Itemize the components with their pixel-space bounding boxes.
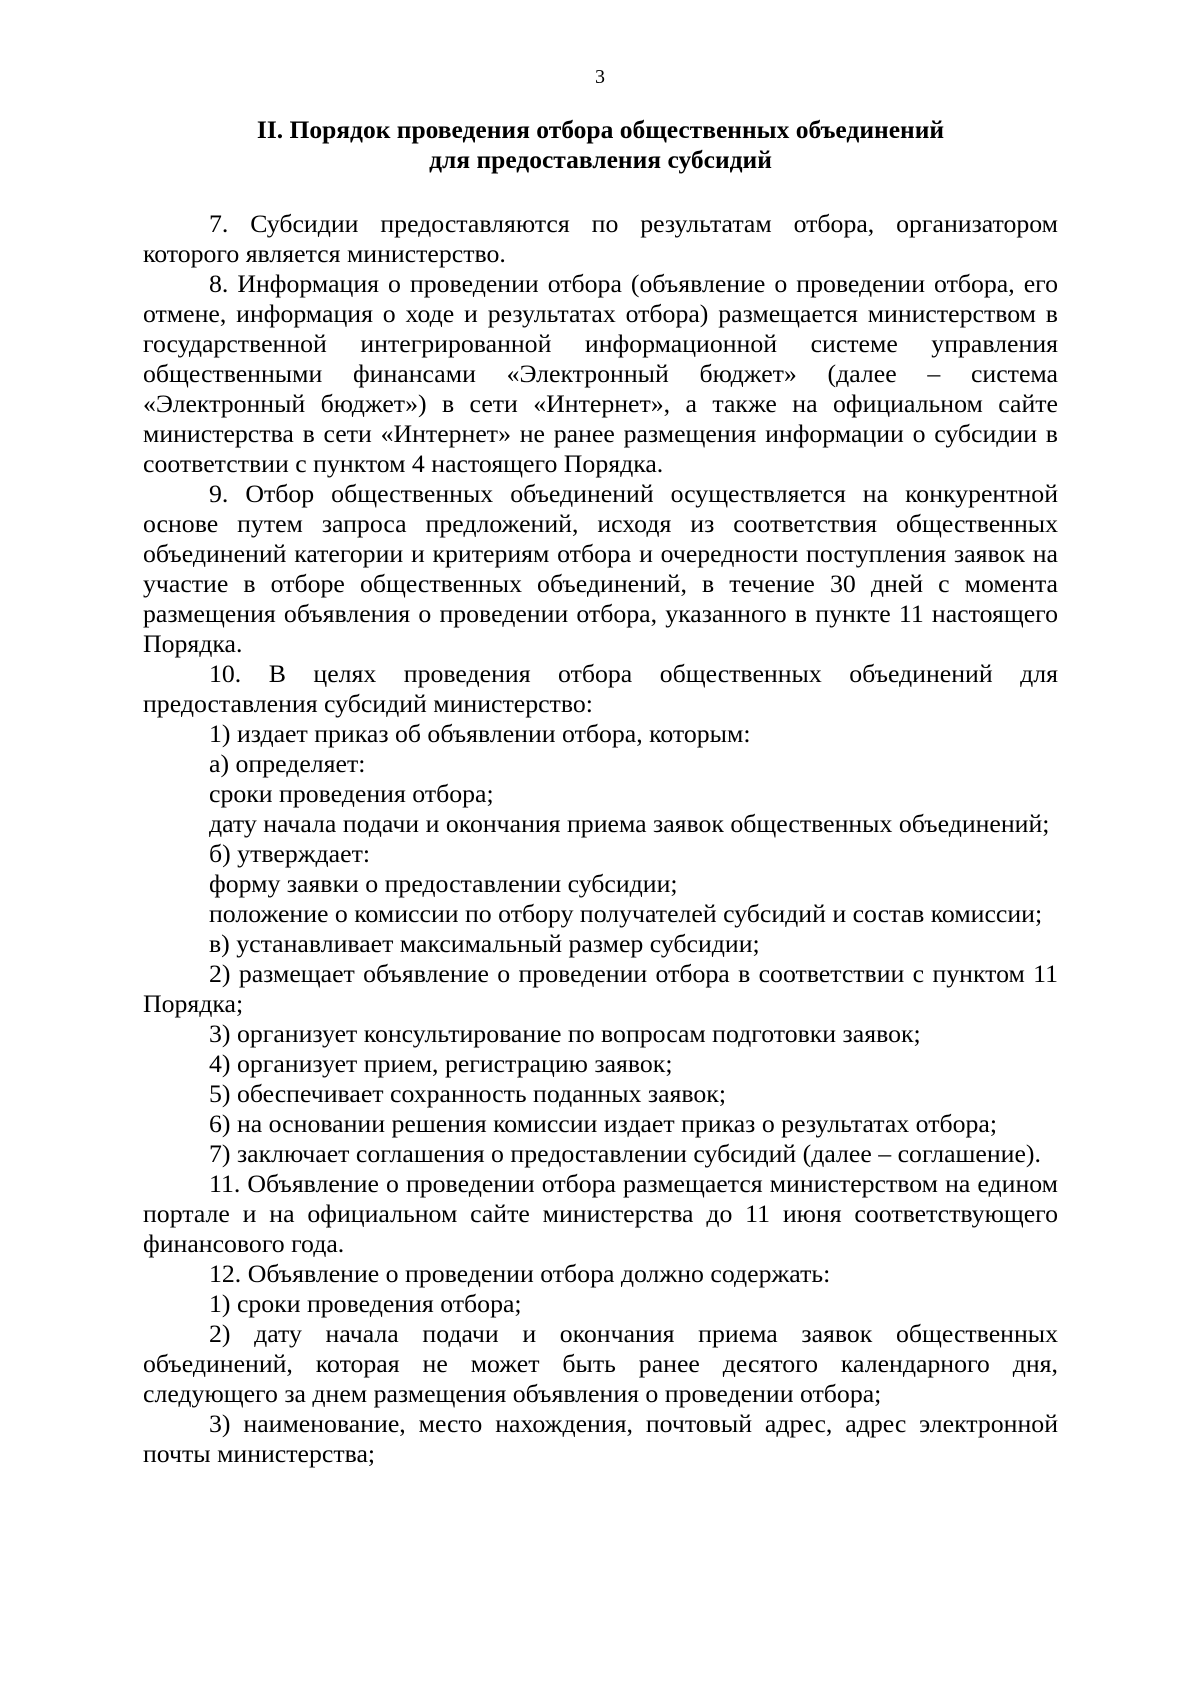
list-item-10-6: 6) на основании решения комиссии издает приказ о результатах отбора;	[209, 1109, 998, 1138]
list-item-10-1-a-dates: дату начала подачи и окончания приема заявок общественных объединений;	[209, 809, 1050, 838]
list-item-10-1-b-form: форму заявки о предоставлении субсидии;	[209, 869, 678, 898]
section-heading	[143, 115, 1058, 175]
list-item-10-4: 4) организует прием, регистрацию заявок;	[209, 1049, 673, 1078]
list-item-10-7: 7) заключает соглашения о предоставлении субсидий (далее – соглашение).	[209, 1139, 1041, 1168]
paragraph-11: 11. Объявление о проведении отбора размещается министерством на едином портале и на официальном сайте министерства до 11 июня соответствующего финансового года.	[143, 1169, 1058, 1258]
paragraph-10: 10. В целях проведения отбора общественных объединений для предоставления субсидий министерство:	[143, 659, 1058, 718]
list-item-12-2: 2) дату начала подачи и окончания приема заявок общественных объединений, которая не может быть ранее десятого календарного дня, следующего за днем размещения объявления о проведении отбора;	[143, 1319, 1058, 1408]
list-item-10-2: 2) размещает объявление о проведении отбора в соответствии с пунктом 11 Порядка;	[143, 959, 1058, 1018]
paragraph-9: 9. Отбор общественных объединений осуществляется на конкурентной основе путем запроса предложений, исходя из соответствия общественных объединений категории и критериям отбора и очередности поступления заявок на участие в отборе общественных объединений, в течение 30 дней с момента размещения объявления о проведении отбора, указанного в пункте 11 настоящего Порядка.	[143, 479, 1058, 658]
list-item-12-1: 1) сроки проведения отбора;	[209, 1289, 522, 1318]
paragraph-7: 7. Субсидии предоставляются по результатам отбора, организатором которого является министерство.	[143, 209, 1058, 268]
section-heading-line-1: II. Порядок проведения отбора общественных объединений	[256, 115, 945, 144]
page-number: 3	[595, 66, 605, 88]
list-item-10-1-a: а) определяет:	[209, 749, 366, 778]
list-item-10-1-b-commission: положение о комиссии по отбору получателей субсидий и состав комиссии;	[209, 899, 1043, 928]
list-item-12-3: 3) наименование, место нахождения, почтовый адрес, адрес электронной почты министерства;	[143, 1409, 1058, 1468]
document-body	[143, 209, 1058, 1469]
paragraph-12: 12. Объявление о проведении отбора должно содержать:	[209, 1259, 831, 1288]
list-item-10-1-b: б) утверждает:	[209, 839, 371, 868]
section-heading-line-2: для предоставления субсидий	[429, 145, 772, 174]
paragraph-8: 8. Информация о проведении отбора (объявление о проведении отбора, его отмене, информация о ходе и результатах отбора) размещается министерством в государственной интегрированной информационной системе управления общественными финансами «Электронный бюджет» (далее – система «Электронный бюджет») в сети «Интернет», а также на официальном сайте министерства в сети «Интернет» не ранее размещения информации о субсидии в соответствии с пунктом 4 настоящего Порядка.	[143, 269, 1058, 478]
list-item-10-1-a-terms: сроки проведения отбора;	[209, 779, 494, 808]
list-item-10-1: 1) издает приказ об объявлении отбора, которым:	[209, 719, 751, 748]
list-item-10-1-v: в) устанавливает максимальный размер субсидии;	[209, 929, 760, 958]
list-item-10-5: 5) обеспечивает сохранность поданных заявок;	[209, 1079, 726, 1108]
list-item-10-3: 3) организует консультирование по вопросам подготовки заявок;	[209, 1019, 921, 1048]
